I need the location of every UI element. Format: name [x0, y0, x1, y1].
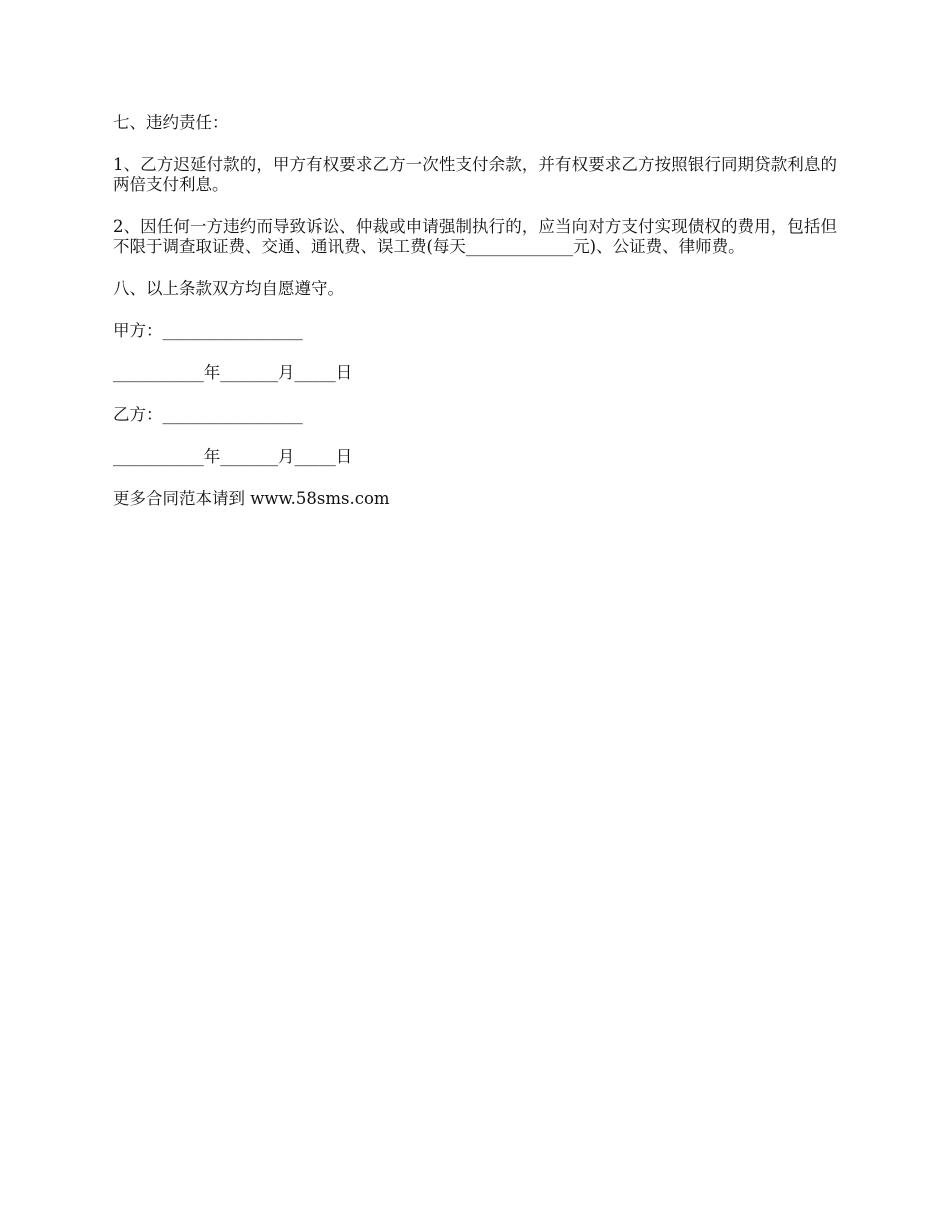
party-b-date-line: ___________年_______月_____日	[113, 447, 353, 466]
party-b-signature-line: 乙方：_________________	[113, 405, 303, 424]
section-8: 八、以上条款双方均自愿遵守。	[113, 279, 344, 298]
party-a-date-line: ___________年_______月_____日	[113, 363, 353, 382]
party-a-signature-line: 甲方：_________________	[113, 321, 303, 340]
clause-2: 2、因任何一方违约而导致诉讼、仲裁或申请强制执行的，应当向对方支付实现债权的费用，包括但不限于调查取证费、交通、通讯费、误工费(每天_____________元)、公证费、律师费。	[113, 217, 837, 256]
clause-1: 1、乙方迟延付款的，甲方有权要求乙方一次性支付余款，并有权要求乙方按照银行同期贷款利息的两倍支付利息。	[113, 155, 837, 194]
section-7-title: 七、违约责任：	[113, 113, 229, 132]
document-page	[113, 113, 837, 531]
footer-note: 更多合同范本请到 www.58sms.com	[113, 489, 390, 508]
